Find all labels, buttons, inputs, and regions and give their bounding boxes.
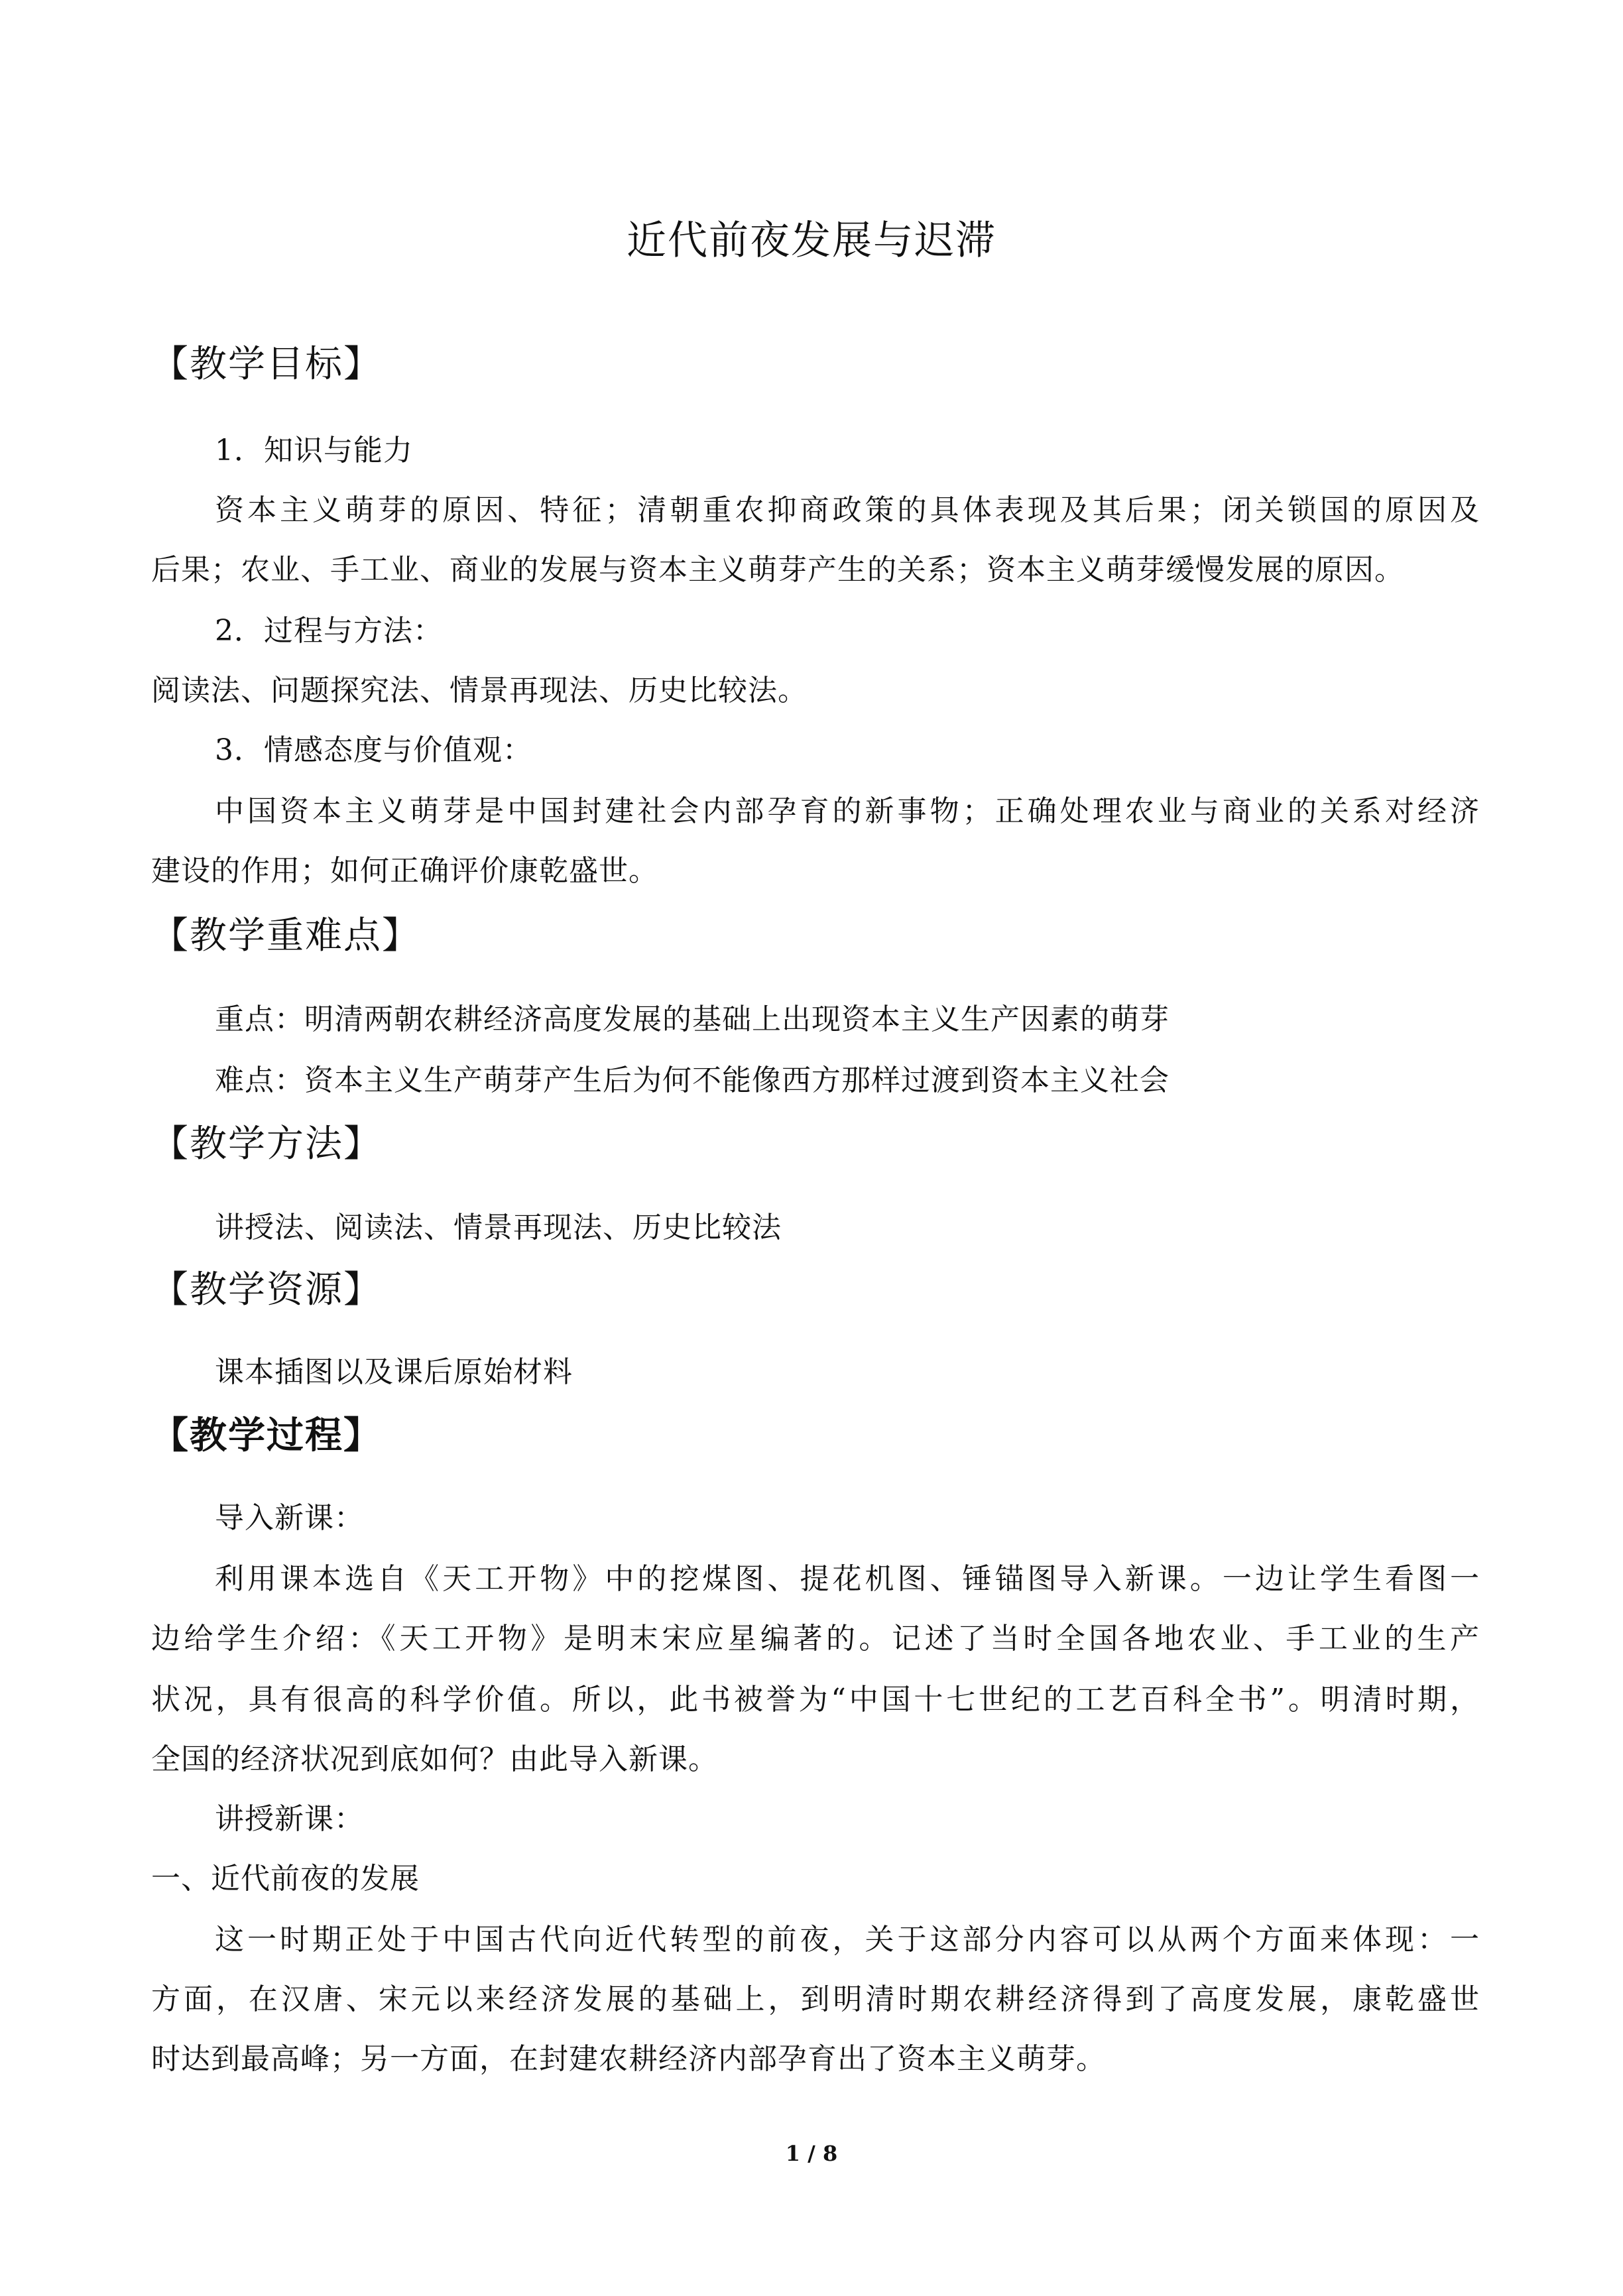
section-heading-process: 【教学过程】: [151, 1414, 382, 1457]
section-heading-resources: 【教学资源】: [151, 1268, 382, 1311]
objective-item-3-title: 3．情感态度与价值观：: [215, 733, 532, 767]
objective-item-1-title: 1．知识与能力: [215, 434, 413, 467]
process-part-1-line-2: 方面，在汉唐、宋元以来经济发展的基础上，到明清时期农耕经济得到了高度发展，康乾盛世: [151, 1982, 1480, 2016]
objective-item-3-line-2: 建设的作用；如何正确评价康乾盛世。: [151, 854, 658, 888]
key-point-difficulty: 难点：资本主义生产萌芽产生后为何不能像西方那样过渡到资本主义社会: [215, 1063, 1170, 1097]
objective-item-2-title: 2．过程与方法：: [215, 614, 443, 648]
process-part-1-title: 一、近代前夜的发展: [151, 1862, 420, 1896]
process-intro-line-2: 边给学生介绍：《天工开物》是明末宋应星编著的。记述了当时全国各地农业、手工业的生产: [151, 1622, 1480, 1656]
process-intro-line-1: 利用课本选自《天工开物》中的挖煤图、提花机图、锤锚图导入新课。一边让学生看图一: [215, 1562, 1480, 1596]
process-intro-line-3: 状况，具有很高的科学价值。所以，此书被誉为“中国十七世纪的工艺百科全书”。明清时期，: [151, 1683, 1480, 1717]
methods-content: 讲授法、阅读法、情景再现法、历史比较法: [215, 1211, 782, 1244]
key-point-focus: 重点：明清两朝农耕经济高度发展的基础上出现资本主义生产因素的萌芽: [215, 1002, 1170, 1036]
process-part-1-line-3: 时达到最高峰；另一方面，在封建农耕经济内部孕育出了资本主义萌芽。: [151, 2042, 1106, 2076]
resources-content: 课本插图以及课后原始材料: [215, 1355, 573, 1389]
objective-item-1-line-1: 资本主义萌芽的原因、特征；清朝重农抑商政策的具体表现及其后果；闭关锁国的原因及: [215, 493, 1480, 527]
page-title: 近代前夜发展与迟滞: [627, 217, 996, 264]
objective-item-1-line-2: 后果；农业、手工业、商业的发展与资本主义萌芽产生的关系；资本主义萌芽缓慢发展的原因。: [151, 553, 1404, 587]
section-heading-key-points: 【教学重难点】: [151, 914, 420, 957]
process-intro-line-4: 全国的经济状况到底如何？由此导入新课。: [151, 1742, 718, 1776]
section-heading-objectives: 【教学目标】: [151, 343, 382, 386]
section-heading-methods: 【教学方法】: [151, 1122, 382, 1166]
process-part-1-line-1: 这一时期正处于中国古代向近代转型的前夜，关于这部分内容可以从两个方面来体现：一: [215, 1923, 1480, 1957]
process-intro-label: 导入新课：: [215, 1501, 364, 1535]
objective-item-3-line-1: 中国资本主义萌芽是中国封建社会内部孕育的新事物；正确处理农业与商业的关系对经济: [215, 794, 1480, 828]
objective-item-2-line-1: 阅读法、问题探究法、情景再现法、历史比较法。: [151, 674, 808, 707]
page-number: 1 / 8: [785, 2141, 838, 2166]
process-teach-label: 讲授新课：: [215, 1802, 364, 1836]
